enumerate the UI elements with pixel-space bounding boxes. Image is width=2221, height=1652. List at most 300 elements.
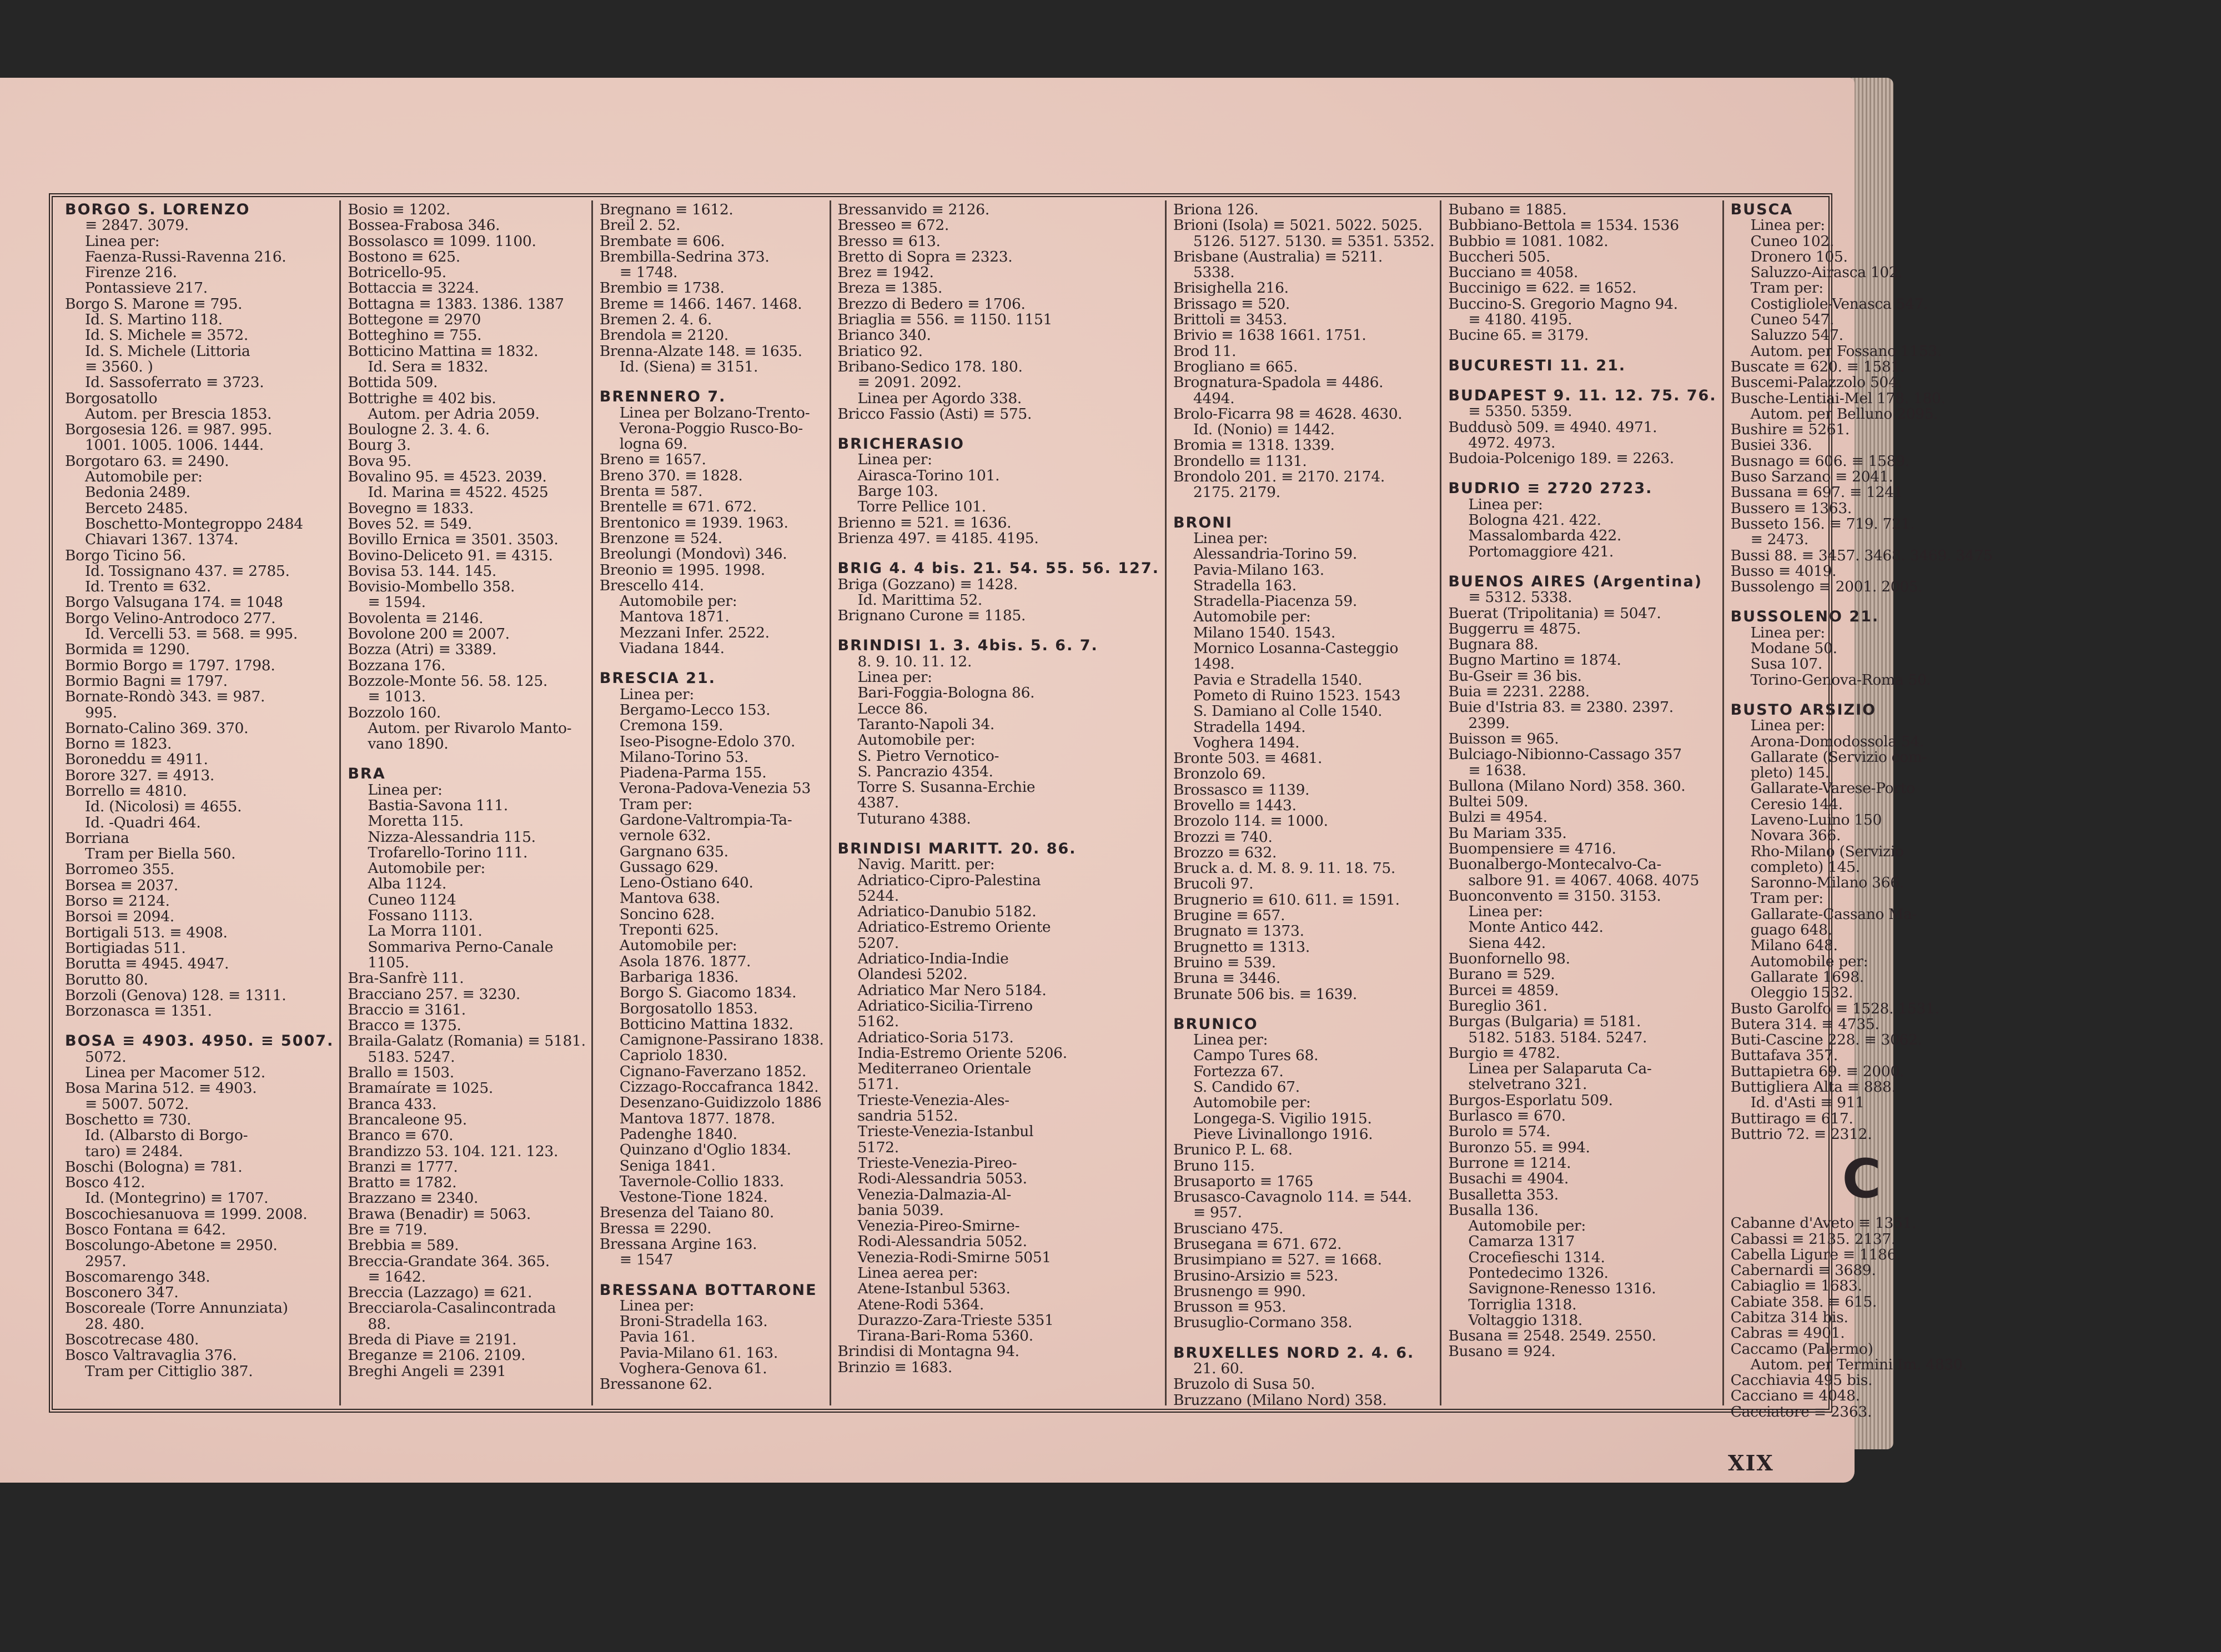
index-entry: Pavia e Stradella 1540.: [1193, 671, 1363, 689]
index-entry: Pavia-Milano 61. 163.: [619, 1344, 778, 1362]
index-entry: Brusuglio-Cormano 358.: [1173, 1314, 1353, 1332]
index-entry: Butera 314. ≡ 4735.: [1730, 1015, 1880, 1033]
index-entry: Modane 50.: [1750, 640, 1837, 657]
index-entry: Buti-Cascine 228. ≡ 3062.: [1730, 1031, 1922, 1049]
index-entry: Bressana Argine 163.: [599, 1236, 757, 1253]
index-entry: Borno ≡ 1823.: [65, 735, 172, 753]
index-entry: Busachi ≡ 4904.: [1448, 1170, 1569, 1188]
index-entry: ≡ 1547: [619, 1251, 674, 1269]
index-entry: Bruino ≡ 539.: [1173, 953, 1276, 971]
index-entry: Campo Tures 68.: [1193, 1047, 1319, 1064]
index-entry: Burcei ≡ 4859.: [1448, 981, 1559, 999]
index-entry: Busiei 336.: [1730, 436, 1812, 454]
index-entry: Buia ≡ 2231. 2288.: [1448, 683, 1590, 701]
index-entry: Brisighella 216.: [1173, 279, 1289, 297]
index-entry: Bovino-Deliceto 91. ≡ 4315.: [348, 546, 553, 564]
index-entry: Buso Sarzano ≡ 2041.: [1730, 468, 1893, 486]
index-entry: Boves 52. ≡ 549.: [348, 515, 472, 533]
index-entry: Brembate ≡ 606.: [599, 232, 725, 250]
index-entry: Busseto 156. ≡ 719. 721.: [1730, 515, 1915, 533]
index-entry: Borgosesia 126. ≡ 987. 995.: [65, 421, 272, 439]
index-entry: Adriatico-Soria 5173.: [857, 1028, 1014, 1046]
index-entry: Burano ≡ 529.: [1448, 966, 1555, 983]
index-entry: Id. Marina ≡ 4522. 4525: [368, 484, 549, 501]
index-entry: Bosa Marina 512. ≡ 4903.: [65, 1079, 257, 1097]
index-entry: Bottida 509.: [348, 374, 438, 391]
index-entry: Bubano ≡ 1885.: [1448, 201, 1567, 218]
index-entry: Bologna 421. 422.: [1468, 511, 1601, 529]
index-entry: Linea per:: [1750, 217, 1825, 234]
index-entry: Tram per:: [619, 795, 692, 813]
index-entry: Desenzano-Guidizzolo 1886: [619, 1094, 822, 1112]
index-entry: Cacchiavia 495 bis.: [1730, 1372, 1873, 1389]
index-entry: Milano-Torino 53.: [619, 748, 748, 766]
index-entry: Breccia (Lazzago) ≡ 621.: [348, 1284, 532, 1302]
index-entry: 5072.: [85, 1048, 127, 1066]
index-entry: Bottagna ≡ 1383. 1386. 1387: [348, 295, 564, 313]
index-entry: ≡ 1013.: [368, 688, 426, 706]
index-entry: Venezia-Rodi-Smirne 5051: [857, 1248, 1051, 1266]
index-entry: Taranto-Napoli 34.: [857, 715, 995, 733]
index-entry: Borutta ≡ 4945. 4947.: [65, 955, 229, 973]
index-entry: Gardone-Valtrompia-Ta-: [619, 811, 792, 828]
index-entry: Automobile per:: [619, 937, 737, 955]
index-entry: Moretta 115.: [368, 812, 464, 830]
section-heading: BRUNICO: [1173, 1015, 1258, 1033]
index-entry: Mantova 1871.: [619, 608, 730, 626]
index-entry: Bressanone 62.: [599, 1375, 712, 1393]
index-entry: Breonio ≡ 1995. 1998.: [599, 561, 765, 579]
index-entry: Burolo ≡ 574.: [1448, 1123, 1551, 1141]
index-entry: Borrello ≡ 4810.: [65, 782, 187, 800]
index-entry: 5244.: [857, 887, 899, 905]
index-entry: Bosio ≡ 1202.: [348, 201, 450, 218]
index-entry: Botricello-95.: [348, 264, 446, 282]
index-entry: Buisson ≡ 965.: [1448, 730, 1559, 747]
index-entry: Brenta ≡ 587.: [599, 483, 703, 500]
index-entry: Busano ≡ 924.: [1448, 1343, 1556, 1360]
index-entry: Id. Sera ≡ 1832.: [368, 358, 489, 375]
index-entry: Bressanvido ≡ 2126.: [837, 201, 989, 218]
spacer: [600, 656, 824, 671]
index-entry: Bubbio ≡ 1081. 1082.: [1448, 232, 1609, 250]
index-entry: Monte Antico 442.: [1468, 918, 1604, 936]
index-entry: Budoia-Polcenigo 189. ≡ 2263.: [1448, 450, 1674, 468]
index-entry: Brezzo di Bedero ≡ 1706.: [837, 295, 1026, 313]
index-entry: Borgo Ticino 56.: [65, 546, 186, 564]
index-entry: Breccia-Grandate 364. 365.: [348, 1252, 550, 1270]
index-entry: Linea per Salaparuta Ca-: [1468, 1060, 1652, 1078]
index-entry: Brecciarola-Casalincontrada: [348, 1299, 556, 1317]
index-entry: Bronzolo 69.: [1173, 765, 1266, 783]
index-entry: Milano 648.: [1750, 937, 1838, 955]
index-entry: Bresso ≡ 613.: [837, 232, 941, 250]
index-entry: 5183. 5247.: [368, 1048, 455, 1066]
index-entry: Brienza 497. ≡ 4185. 4195.: [837, 529, 1039, 547]
index-entry: 21. 60.: [1193, 1360, 1244, 1378]
index-entry: Bracco ≡ 1375.: [348, 1017, 461, 1035]
index-entry: Buie d'Istria 83. ≡ 2380. 2397.: [1448, 699, 1674, 716]
index-entry: Brenna-Alzate 148. ≡ 1635.: [599, 342, 802, 360]
index-entry: Firenze 216.: [85, 264, 177, 282]
index-entry: Atene-Rodi 5364.: [857, 1296, 984, 1313]
section-heading: BUDAPEST 9. 11. 12. 75. 76.: [1448, 386, 1717, 404]
index-entry: Bracciano 257. ≡ 3230.: [348, 985, 521, 1003]
index-entry: 1498.: [1193, 655, 1235, 673]
index-entry: Stradella-Piacenza 59.: [1193, 592, 1358, 610]
spacer: [1173, 1002, 1434, 1017]
index-entry: Id. Sassoferrato ≡ 3723.: [85, 374, 264, 391]
index-entry: Autom. per Rivarolo Manto-: [368, 719, 572, 737]
index-entry: Bastia-Savona 111.: [368, 796, 508, 814]
index-entry: Atene-Istanbul 5363.: [857, 1280, 1011, 1298]
index-entry: Cuneo 547.: [1750, 311, 1835, 329]
index-entry: Bulciago-Nibionno-Cassago 357: [1448, 746, 1682, 764]
index-entry: Buscate ≡ 620. ≡ 1581.: [1730, 358, 1905, 375]
index-entry: Briona 126.: [1173, 201, 1259, 218]
index-entry: Bussolengo ≡ 2001. 2005.: [1730, 578, 1923, 596]
index-entry: Id. (Nicolosi) ≡ 4655.: [85, 798, 242, 816]
index-entry: 28. 480.: [85, 1315, 145, 1333]
index-entry: Berceto 2485.: [85, 499, 188, 517]
index-entry: Bornato-Calino 369. 370.: [65, 719, 249, 737]
index-entry: Alessandria-Torino 59.: [1193, 545, 1357, 563]
index-entry: Bramaírate ≡ 1025.: [348, 1079, 494, 1097]
index-entry: Bovisa 53. 144. 145.: [348, 562, 497, 580]
index-entry: Quinzano d'Oglio 1834.: [619, 1141, 791, 1159]
index-entry: Buccino-S. Gregorio Magno 94.: [1448, 295, 1678, 313]
index-entry: Borsea ≡ 2037.: [65, 876, 178, 894]
index-entry: Buerat (Tripolitania) ≡ 5047.: [1448, 604, 1661, 622]
index-entry: Briatico 92.: [837, 342, 923, 360]
index-entry: Cabitza 314 bis.: [1730, 1309, 1848, 1326]
index-entry: Brossasco ≡ 1139.: [1173, 781, 1310, 799]
section-heading: BRUXELLES NORD 2. 4. 6.: [1173, 1344, 1415, 1362]
index-entry: S. Damiano al Colle 1540.: [1193, 702, 1383, 720]
index-entry: Brusegana ≡ 671. 672.: [1173, 1236, 1342, 1253]
index-entry: Durazzo-Zara-Trieste 5351: [857, 1311, 1054, 1329]
section-heading: BRESSANA BOTTARONE: [599, 1281, 817, 1299]
index-column: [1167, 200, 1441, 1409]
index-entry: Leno-Ostiano 640.: [619, 874, 753, 892]
spacer: [1731, 688, 1993, 702]
index-entry: Brusnengo ≡ 990.: [1173, 1282, 1306, 1300]
index-entry: Brunate 506 bis. ≡ 1639.: [1173, 985, 1357, 1003]
index-entry: Bussi 88. ≡ 3457. 3468. 3469. 3475: [1730, 546, 1993, 564]
spacer: [1173, 1331, 1434, 1345]
index-entry: Dronero 105.: [1750, 248, 1848, 265]
index-entry: Ceresio 144.: [1750, 795, 1843, 813]
index-entry: Arona-Domodossola 54.: [1750, 732, 1924, 750]
index-entry: Bovolone 200 ≡ 2007.: [348, 625, 510, 643]
index-entry: Borzoli (Genova) 128. ≡ 1311.: [65, 986, 287, 1004]
index-columns: [58, 200, 1993, 1420]
index-entry: Gallarate-Cassano Ma-: [1750, 905, 1917, 923]
index-entry: Brignano Curone ≡ 1185.: [837, 607, 1026, 625]
index-entry: Borutto 80.: [65, 971, 148, 988]
index-entry: Buonfornello 98.: [1448, 950, 1570, 968]
index-entry: Borore 327. ≡ 4913.: [65, 766, 215, 784]
index-entry: Torriglia 1318.: [1468, 1296, 1577, 1313]
index-entry: Bu Mariam 335.: [1448, 824, 1567, 842]
index-entry: ≡ 2847. 3079.: [85, 217, 189, 234]
section-heading: BRONI: [1173, 514, 1233, 531]
index-entry: Bruck a. d. M. 8. 9. 11. 18. 75.: [1173, 860, 1396, 877]
index-entry: Brozzo ≡ 632.: [1173, 843, 1277, 861]
index-entry: ≡ 5350. 5359.: [1468, 403, 1572, 420]
index-entry: Breno 370. ≡ 1828.: [599, 466, 743, 484]
index-entry: Boroneddu ≡ 4911.: [65, 751, 208, 769]
index-entry: Brinzio ≡ 1683.: [837, 1358, 952, 1376]
index-entry: Buttafava 357.: [1730, 1047, 1838, 1064]
index-entry: Boschetto-Montegroppo 2484: [85, 515, 303, 533]
index-entry: Brescello 414.: [599, 576, 704, 594]
index-entry: Breno ≡ 1657.: [599, 451, 706, 469]
index-entry: Voghera-Genova 61.: [619, 1360, 767, 1378]
index-entry: Brogliano ≡ 665.: [1173, 358, 1298, 375]
index-entry: Bribano-Sedico 178. 180.: [837, 358, 1023, 375]
index-entry: Brendola ≡ 2120.: [599, 327, 728, 344]
index-entry: guago 648.: [1750, 921, 1832, 939]
index-entry: Linea per Agordo 338.: [857, 389, 1022, 407]
index-entry: Bushire ≡ 5261.: [1730, 421, 1850, 439]
index-entry: Camarza 1317: [1468, 1233, 1575, 1251]
index-entry: 5126. 5127. 5130. ≡ 5351. 5352.: [1193, 232, 1435, 250]
spacer: [65, 1019, 334, 1033]
index-entry: bania 5039.: [857, 1201, 944, 1219]
index-entry: Susa 107.: [1750, 655, 1822, 673]
index-entry: Burrone ≡ 1214.: [1448, 1154, 1571, 1172]
index-entry: Buddusò 509. ≡ 4940. 4971.: [1448, 418, 1657, 436]
index-entry: Brolo-Ficarra 98 ≡ 4628. 4630.: [1173, 405, 1403, 423]
index-entry: Brembilla-Sedrina 373.: [599, 248, 770, 265]
index-entry: Automobile per:: [85, 468, 203, 486]
index-entry: Id. S. Michele (Littoria: [85, 342, 250, 360]
index-entry: Bugnara 88.: [1448, 636, 1539, 654]
index-entry: 2399.: [1468, 714, 1510, 732]
index-entry: Gallarate-Varese-Porto: [1750, 780, 1915, 797]
index-column: [341, 200, 592, 1405]
index-entry: Id. (Nonio) ≡ 1442.: [1193, 421, 1335, 439]
index-entry: Automobile per:: [1750, 952, 1868, 970]
section-heading: BUENOS AIRES (Argentina): [1448, 573, 1703, 590]
index-entry: Crocefieschi 1314.: [1468, 1248, 1605, 1266]
index-entry: Briga (Gozzano) ≡ 1428.: [837, 575, 1018, 593]
index-entry: Trofarello-Torino 111.: [368, 843, 528, 861]
index-entry: Linea per:: [1750, 624, 1825, 641]
index-entry: Brawa (Benadir) ≡ 5063.: [348, 1205, 531, 1223]
index-entry: Autom. per Termini Im. 4830.: [1750, 1355, 1967, 1373]
index-entry: Brognatura-Spadola ≡ 4486.: [1173, 374, 1384, 391]
index-entry: Boschetto ≡ 730.: [65, 1111, 192, 1128]
index-entry: Linea per:: [857, 451, 932, 469]
index-entry: Oleggio 1532.: [1750, 984, 1853, 1002]
index-entry: ≡ 1594.: [368, 594, 426, 611]
index-entry: Brallo ≡ 1503.: [348, 1064, 454, 1082]
index-entry: Iseo-Pisogne-Edolo 370.: [619, 732, 796, 750]
index-entry: Buttapietra 69. ≡ 2000.: [1730, 1062, 1905, 1080]
index-entry: Bortigali 513. ≡ 4908.: [65, 923, 228, 941]
index-entry: Brugine ≡ 657.: [1173, 907, 1285, 925]
index-entry: Brusaporto ≡ 1765: [1173, 1172, 1314, 1190]
index-entry: Automobile per:: [857, 731, 976, 749]
index-entry: Tram per:: [1750, 890, 1823, 907]
index-entry: 4494.: [1193, 389, 1235, 407]
index-entry: Automobile per:: [1468, 1217, 1586, 1235]
spacer: [838, 624, 1159, 638]
index-entry: ≡ 957.: [1193, 1204, 1242, 1222]
index-entry: Borgo S. Giacomo 1834.: [619, 984, 797, 1002]
index-entry: vernole 632.: [619, 827, 711, 845]
index-entry: vano 1890.: [368, 735, 449, 753]
index-entry: Vestone-Tione 1824.: [619, 1188, 768, 1206]
index-entry: S. Candido 67.: [1193, 1078, 1300, 1096]
index-entry: ≡ 2091. 2092.: [857, 374, 962, 391]
index-entry: Bornate-Rondò 343. ≡ 987.: [65, 688, 265, 706]
index-entry: Bovisio-Mombello 358.: [348, 578, 515, 596]
spacer: [838, 546, 1159, 561]
index-entry: Botticino Mattina 1832.: [619, 1015, 793, 1033]
index-entry: ≡ 5007. 5072.: [85, 1095, 189, 1113]
index-entry: Pontassieve 217.: [85, 279, 208, 297]
index-entry: Stradella 163.: [1193, 576, 1297, 594]
index-entry: Bottrighe ≡ 402 bis.: [348, 389, 496, 407]
index-entry: Viadana 1844.: [619, 640, 725, 657]
index-entry: Linea per:: [1468, 495, 1543, 513]
index-entry: Siena 442.: [1468, 934, 1546, 952]
index-entry: Brod 11.: [1173, 342, 1237, 360]
index-entry: Brissago ≡ 520.: [1173, 295, 1290, 313]
index-entry: Torre Pellice 101.: [857, 498, 986, 516]
index-entry: Borgo S. Marone ≡ 795.: [65, 295, 243, 313]
index-entry: Breda di Piave ≡ 2191.: [348, 1331, 517, 1349]
spacer: [1448, 344, 1716, 358]
index-entry: Adriatico-Estremo Oriente: [857, 918, 1051, 936]
index-entry: Bova 95.: [348, 452, 411, 470]
index-entry: 5171.: [857, 1076, 899, 1093]
index-entry: Mornico Losanna-Casteggio: [1193, 640, 1399, 657]
index-entry: completo) 145.: [1750, 858, 1860, 876]
index-entry: Id. Tossignano 437. ≡ 2785.: [85, 562, 290, 580]
index-entry: Bresseo ≡ 672.: [837, 217, 949, 234]
index-entry: Bovillo Ernica ≡ 3501. 3503.: [348, 531, 559, 549]
index-entry: stelvetrano 321.: [1468, 1076, 1587, 1093]
index-entry: Cacciano ≡ 4048.: [1730, 1387, 1860, 1405]
index-entry: Borgo Valsugana 174. ≡ 1048: [65, 594, 283, 611]
index-entry: Bussero ≡ 1363.: [1730, 499, 1852, 517]
index-entry: Adriatico-Danubio 5182.: [857, 903, 1037, 921]
index-entry: Torre S. Susanna-Erchie: [857, 779, 1036, 796]
index-entry: Adriatico Mar Nero 5184.: [857, 981, 1047, 999]
index-entry: Bosco Valtravaglia 376.: [65, 1347, 237, 1364]
index-entry: Brembio ≡ 1738.: [599, 279, 725, 297]
index-entry: Linea per:: [1193, 1031, 1268, 1049]
index-entry: Gallarate (Servizio com-: [1750, 748, 1927, 766]
index-entry: Bortigiadas 511.: [65, 939, 186, 957]
index-entry: Capriolo 1830.: [619, 1047, 728, 1064]
spacer: [1448, 560, 1716, 574]
index-entry: Braila-Galatz (Romania) ≡ 5181.: [348, 1032, 586, 1050]
index-entry: Boscochiesanuova ≡ 1999. 2008.: [65, 1205, 308, 1223]
index-entry: Boscoreale (Torre Annunziata): [65, 1299, 288, 1317]
index-entry: Rodi-Alessandria 5052.: [857, 1233, 1027, 1251]
index-entry: Cabras ≡ 4901.: [1730, 1324, 1845, 1342]
index-entry: Airasca-Torino 101.: [857, 466, 1000, 484]
index-entry: Verona-Poggio Rusco-Bo-: [619, 419, 803, 437]
index-entry: Bormio Borgo ≡ 1797. 1798.: [65, 656, 275, 674]
index-entry: logna 69.: [619, 435, 687, 453]
index-entry: 5182. 5183. 5184. 5247.: [1468, 1028, 1647, 1046]
index-entry: Mantova 1877. 1878.: [619, 1109, 775, 1127]
index-entry: Borromeo 355.: [65, 861, 175, 878]
index-entry: Brisbane (Australia) ≡ 5211.: [1173, 248, 1383, 265]
section-heading: BRA: [348, 765, 386, 783]
index-entry: Brittoli ≡ 3453.: [1173, 311, 1287, 329]
section-heading: BUCURESTI 11. 21.: [1448, 356, 1626, 374]
index-entry: Cuneo 1124: [368, 891, 456, 908]
index-entry: 8. 9. 10. 11. 12.: [857, 652, 972, 670]
index-entry: Brusimpiano ≡ 527. ≡ 1668.: [1173, 1251, 1382, 1269]
index-entry: Bedonia 2489.: [85, 484, 190, 501]
index-entry: sandria 5152.: [857, 1107, 958, 1125]
index-entry: Tavernole-Collio 1833.: [619, 1172, 784, 1190]
index-entry: Brunico P. L. 68.: [1173, 1141, 1293, 1159]
index-entry: Busso ≡ 4019.: [1730, 562, 1837, 580]
index-entry: Rho-Milano (Servizio: [1750, 842, 1904, 860]
index-entry: ≡ 2473.: [1750, 531, 1808, 549]
index-entry: Borsoi ≡ 2094.: [65, 908, 174, 926]
index-entry: 995.: [85, 704, 117, 721]
index-entry: Tram per Biella 560.: [85, 845, 236, 863]
index-entry: Brindisi di Montagna 94.: [837, 1343, 1019, 1360]
index-entry: 5172.: [857, 1138, 899, 1156]
section-heading: BUSSOLENO 21.: [1730, 608, 1880, 626]
index-entry: Fossano 1113.: [368, 907, 473, 925]
index-entry: Bubbiano-Bettola ≡ 1534. 1536: [1448, 217, 1679, 234]
index-entry: Cabassi ≡ 2135. 2137.: [1730, 1230, 1896, 1248]
index-entry: Bratto ≡ 1782.: [348, 1174, 457, 1192]
index-entry: Id. Trento ≡ 632.: [85, 578, 211, 596]
page-number: XIX: [1728, 1450, 1774, 1475]
spacer: [838, 422, 1159, 436]
index-entry: Burgos-Esporlatu 509.: [1448, 1091, 1613, 1109]
spacer: [348, 752, 585, 766]
index-entry: Bostono ≡ 625.: [348, 248, 460, 265]
section-heading: BRENNERO 7.: [599, 388, 726, 406]
section-heading: BRICHERASIO: [837, 435, 964, 453]
index-entry: Mezzani Infer. 2522.: [619, 624, 770, 641]
index-entry: Linea per:: [85, 232, 160, 250]
index-entry: Busalletta 353.: [1448, 1186, 1559, 1203]
index-entry: Linea per:: [1193, 529, 1268, 547]
index-entry: 4972. 4973.: [1468, 434, 1556, 451]
index-entry: Brentelle ≡ 671. 672.: [599, 498, 757, 516]
index-entry: Brianco 340.: [837, 327, 931, 344]
index-entry: Bressa ≡ 2290.: [599, 1219, 712, 1237]
index-entry: Bozzole-Monte 56. 58. 125.: [348, 672, 548, 690]
index-entry: Autom. per Adria 2059.: [368, 405, 540, 423]
index-entry: 1105.: [368, 953, 409, 971]
index-entry: Bozzolo 160.: [348, 704, 441, 721]
index-entry: Burgas (Bulgaria) ≡ 5181.: [1448, 1013, 1641, 1031]
index-entry: Id. S. Martino 118.: [85, 311, 223, 329]
index-entry: Busalla 136.: [1448, 1201, 1539, 1219]
index-entry: Bricco Fassio (Asti) ≡ 575.: [837, 405, 1032, 423]
index-entry: Brucoli 97.: [1173, 875, 1254, 893]
index-entry: Trieste-Venezia-Pireo-: [857, 1154, 1017, 1172]
index-entry: Buscemi-Palazzolo 504.: [1730, 374, 1902, 391]
index-entry: India-Estremo Oriente 5206.: [857, 1044, 1067, 1062]
